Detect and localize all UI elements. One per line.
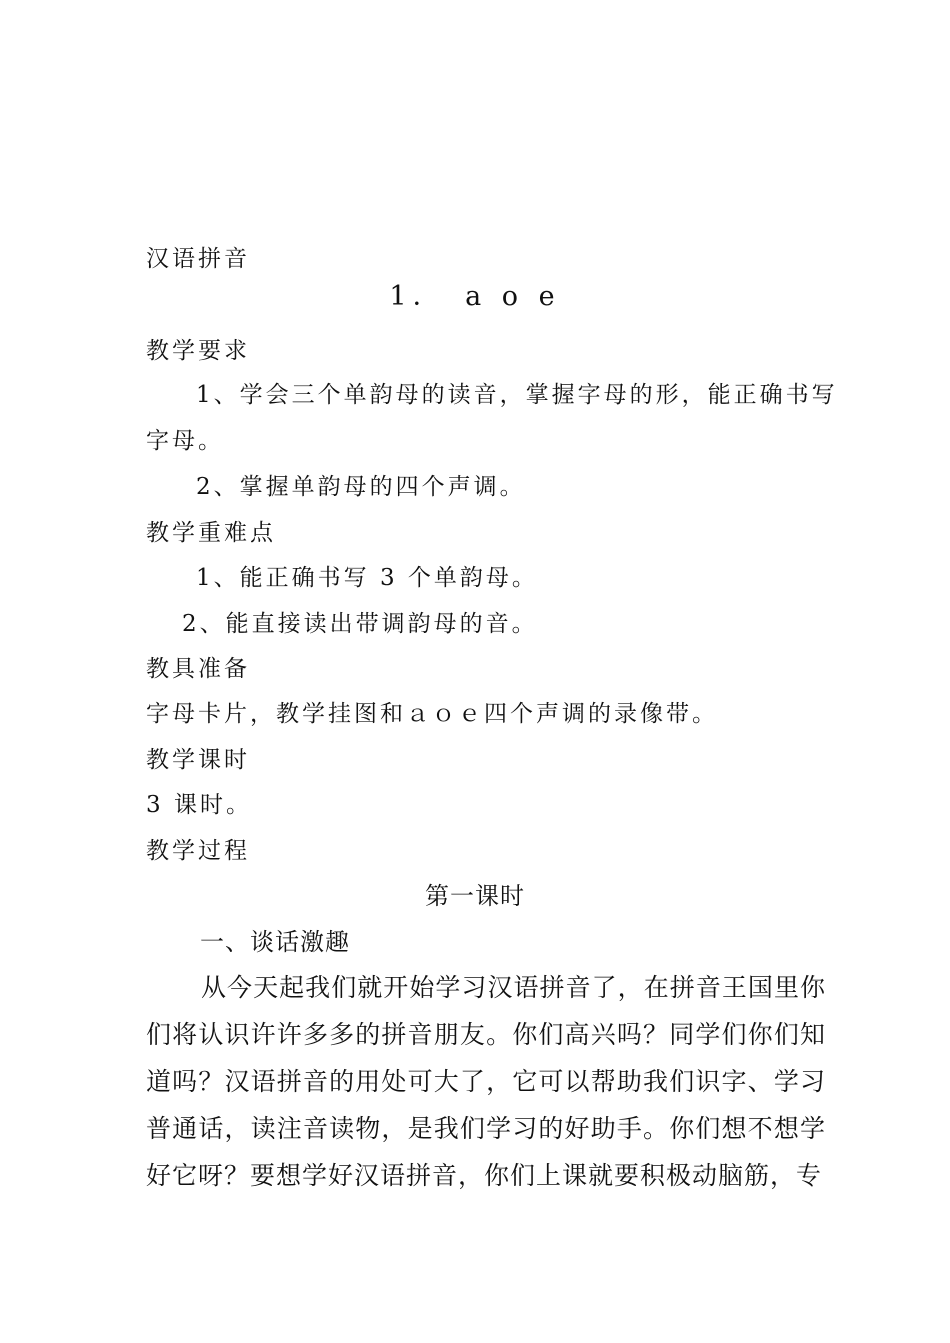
hours-text: 3 课时。 bbox=[146, 792, 252, 818]
key-points-heading: 教学重难点 bbox=[146, 520, 276, 546]
requirements-heading: 教学要求 bbox=[146, 338, 250, 364]
step1-heading: 一、谈话激趣 bbox=[200, 928, 350, 956]
key-point-item-2: 2、能直接读出带调韵母的音。 bbox=[182, 611, 538, 637]
requirement-item-2: 2、掌握单韵母的四个声调。 bbox=[196, 474, 526, 500]
step1-paragraph: 从今天起我们就开始学习汉语拼音了，在拼音王国里你们将认识许许多多的拼音朋友。你们高兴吗？同学们你们知道吗？汉语拼音的用处可大了，它可以帮助我们识字、学习普通话，读注音读物，是我们学习的好助手。你们想不想学好它呀？要想学好汉语拼音，你们上课就要积极动脑筋，专 bbox=[146, 973, 826, 1190]
first-lesson-title: 第一课时 bbox=[425, 882, 525, 910]
requirement-item-1-cont: 字母。 bbox=[146, 428, 224, 454]
section-label: 汉语拼音 bbox=[146, 246, 250, 272]
key-point-item-1: 1、能正确书写 3 个单韵母。 bbox=[196, 565, 538, 591]
lesson-title: 1． a o e bbox=[389, 281, 561, 312]
tools-heading: 教具准备 bbox=[146, 656, 250, 682]
process-heading: 教学过程 bbox=[146, 838, 250, 864]
requirement-item-1: 1、学会三个单韵母的读音，掌握字母的形，能正确书写 bbox=[196, 382, 838, 408]
tools-text: 字母卡片，教学挂图和ａｏｅ四个声调的录像带。 bbox=[146, 701, 718, 727]
hours-heading: 教学课时 bbox=[146, 747, 250, 773]
